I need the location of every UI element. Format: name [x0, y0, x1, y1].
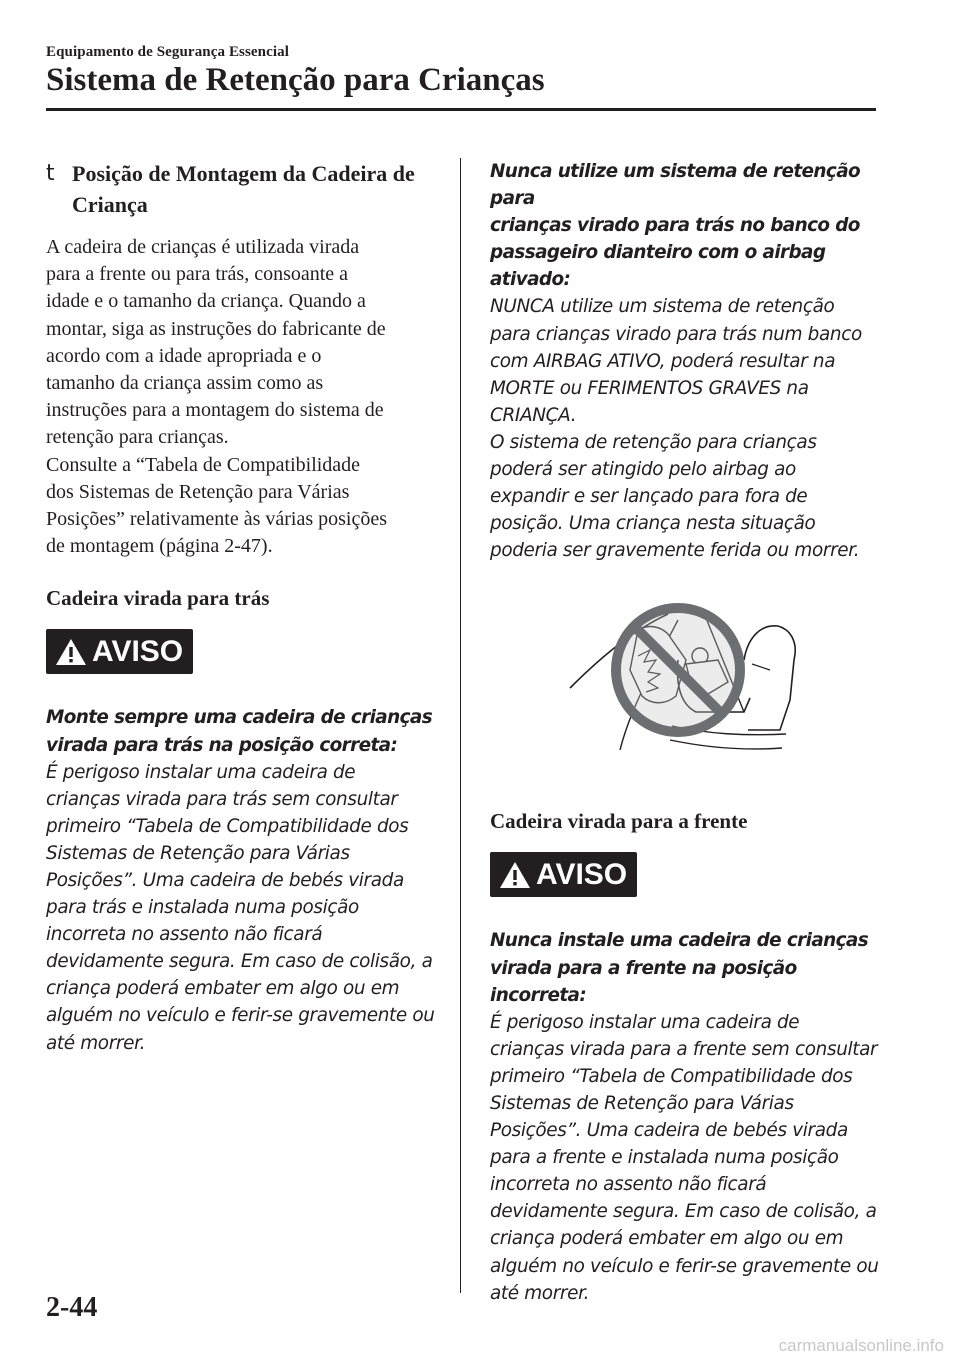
- warning-body-line: MORTE ou FERIMENTOS GRAVES na: [490, 377, 809, 399]
- text-line: de montagem (página 2-47).: [46, 535, 273, 558]
- warning-body-line: crianças virada para a frente sem consultar: [490, 1038, 878, 1060]
- subsection-header: [46, 158, 442, 220]
- text-line: A cadeira de crianças é utilizada virada: [46, 236, 360, 258]
- warning-badge: [490, 852, 637, 897]
- text-line: para a frente ou para trás, consoante a: [46, 263, 349, 286]
- warning-lead-line: crianças virado para trás no banco do: [490, 215, 860, 237]
- warning-body-line: devidamente segura. Em caso de colisão, a: [490, 1201, 877, 1223]
- warning-body-line: para a frente e instalada numa posição: [490, 1147, 839, 1169]
- page-title: Sistema de Retenção para Crianças: [46, 62, 545, 98]
- warning-block: [46, 629, 442, 1056]
- heading-forward-facing: Cadeira virada para a frente: [490, 809, 748, 834]
- warning-text: [490, 927, 886, 1306]
- warning-body-line: expandir e ser lançado para fora de: [490, 486, 808, 508]
- warning-lead-line: Nunca utilize um sistema de retenção para: [490, 161, 861, 210]
- warning-body-line: Posições”. Uma cadeira de bebés virada: [46, 870, 404, 891]
- warning-body-line: É perigoso instalar uma cadeira de: [490, 1011, 800, 1033]
- page-number: 2-44: [46, 1292, 98, 1323]
- warning-body-line: alguém no veículo e ferir-se gravemente ou: [490, 1255, 879, 1277]
- heading-rear-facing: Cadeira virada para trás: [46, 586, 270, 611]
- warning-lead-line: virada para a frente na posição incorreta:: [490, 957, 797, 1006]
- warning-body-line: crianças virada para trás sem consultar: [46, 788, 398, 810]
- airbag-warning-text: [490, 158, 886, 564]
- warning-body-line: criança poderá embater em algo ou em: [46, 978, 400, 1000]
- prohibited-airbag-child-seat-icon: [568, 600, 808, 760]
- warning-label: AVISO: [536, 857, 628, 891]
- warning-lead-line: Nunca instale uma cadeira de crianças: [490, 930, 869, 952]
- warning-body-line: CRIANÇA.: [490, 404, 577, 426]
- intro-paragraph: [46, 234, 442, 560]
- warning-body-line: incorreta no assento não ficará: [46, 924, 323, 946]
- warning-body-line: para trás e instalada numa posição: [46, 897, 359, 919]
- text-line: idade e o tamanho da criança. Quando a: [46, 290, 366, 313]
- warning-body-line: com AIRBAG ATIVO, poderá resultar na: [490, 350, 836, 372]
- chapter-label: Equipamento de Segurança Essencial: [46, 44, 290, 60]
- warning-body-line: primeiro “Tabela de Compatibilidade dos: [46, 815, 409, 837]
- warning-body-line: Posições”. Uma cadeira de bebés virada: [490, 1120, 848, 1142]
- warning-body-line: O sistema de retenção para crianças: [490, 431, 817, 453]
- text-line: Posições” relativamente às várias posições: [46, 508, 387, 531]
- warning-body-line: É perigoso instalar uma cadeira de: [46, 761, 356, 783]
- warning-triangle-icon: [54, 637, 88, 667]
- bullet-marker: t: [46, 161, 55, 186]
- subsection-title: Posição de Montagem da Cadeira de Criança: [72, 161, 415, 217]
- text-line: retenção para crianças.: [46, 426, 229, 449]
- text-line: tamanho da criança assim como as: [46, 372, 324, 395]
- warning-body-line: posição. Uma criança nesta situação: [490, 513, 816, 535]
- column-divider: [460, 158, 461, 1293]
- header-rule: [46, 108, 876, 111]
- warning-body-line: alguém no veículo e ferir-se gravemente ou: [46, 1005, 435, 1027]
- warning-body-line: Sistemas de Retenção para Várias: [46, 842, 350, 864]
- warning-block: [490, 852, 886, 1306]
- warning-lead-line: passageiro dianteiro com o airbag ativado:: [490, 242, 826, 291]
- warning-body-line: até morrer.: [46, 1032, 146, 1054]
- warning-body-line: incorreta no assento não ficará: [490, 1174, 767, 1196]
- warning-badge: [46, 629, 193, 674]
- rear-facing-seat-prohibited-illustration: [568, 600, 886, 765]
- text-line: montar, siga as instruções do fabricante de: [46, 317, 386, 340]
- text-line: instruções para a montagem do sistema de: [46, 399, 384, 422]
- left-column: [46, 158, 442, 1057]
- warning-body-line: Sistemas de Retenção para Várias: [490, 1092, 794, 1114]
- warning-body-line: para crianças virado para trás num banco: [490, 323, 862, 345]
- warning-body-line: poderia ser gravemente ferida ou morrer.: [490, 540, 860, 562]
- warning-body-line: devidamente segura. Em caso de colisão, a: [46, 951, 433, 973]
- warning-lead-line: Monte sempre uma cadeira de crianças: [46, 707, 433, 729]
- warning-triangle-icon: [498, 860, 532, 890]
- warning-body-line: NUNCA utilize um sistema de retenção: [490, 296, 835, 318]
- warning-text: [46, 704, 442, 1056]
- watermark-link[interactable]: carmanualsonline.info: [778, 1336, 944, 1355]
- warning-body-line: até morrer.: [490, 1282, 590, 1304]
- warning-body-line: primeiro “Tabela de Compatibilidade dos: [490, 1065, 853, 1087]
- warning-body-line: criança poderá embater em algo ou em: [490, 1228, 844, 1250]
- text-line: Consulte a “Tabela de Compatibilidade: [46, 453, 361, 476]
- warning-label: AVISO: [92, 634, 184, 668]
- text-line: acordo com a idade apropriada e o: [46, 344, 322, 367]
- text-line: dos Sistemas de Retenção para Várias: [46, 480, 350, 503]
- warning-lead-line: virada para trás na posição correta:: [46, 734, 398, 756]
- warning-body-line: poderá ser atingido pelo airbag ao: [490, 459, 796, 481]
- right-column: [490, 158, 886, 1307]
